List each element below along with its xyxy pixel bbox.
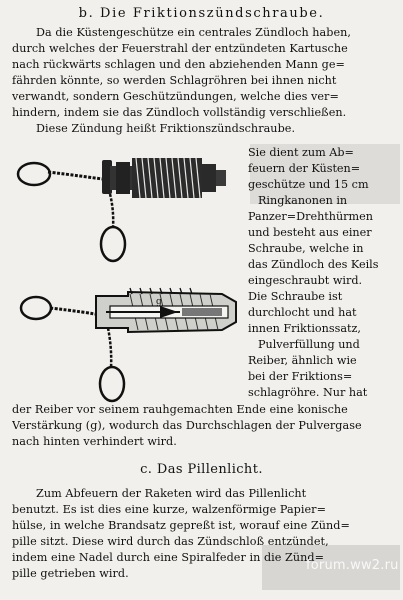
side-text-line: eingeschraubt wird. xyxy=(248,274,363,287)
paragraph-line: Zum Abfeuern der Raketen wird das Pillenlicht xyxy=(36,487,307,500)
side-text-line: Pulverfüllung und xyxy=(258,338,360,351)
side-text-line: geschütze und 15 cm xyxy=(248,178,369,191)
screw-section-illustration xyxy=(10,282,245,412)
paragraph-line: pille getrieben wird. xyxy=(12,567,129,580)
side-text-line: durchlocht und hat xyxy=(248,306,357,319)
paragraph-lead: Diese Zündung heißt Friktionszündschraube. xyxy=(36,122,296,135)
side-text-line: Schraube, welche in xyxy=(248,242,364,255)
side-text-line: feuern der Küsten= xyxy=(248,162,361,175)
figure-label-g: g xyxy=(156,297,162,307)
section-b-heading: b. Die Friktionszündschraube. xyxy=(78,6,325,21)
paragraph-line: Da die Küstengeschütze ein centrales Zündloch haben, xyxy=(36,26,352,39)
paragraph-line: der Reiber vor seinem rauhgemachten Ende eine konische xyxy=(12,403,348,416)
paragraph-line: fährden könnte, so werden Schlagröhren bei ihnen nicht xyxy=(12,74,337,87)
paragraph-line: nach rückwärts schlagen und den abziehenden Mann ge= xyxy=(12,58,345,71)
side-text-line: schlagröhre. Nur hat xyxy=(248,386,368,399)
side-text-line: Reiber, ähnlich wie xyxy=(248,354,357,367)
watermark: forum.ww2.ru xyxy=(306,558,399,573)
paragraph-line: Verstärkung (g), wodurch das Durchschlagen der Pulvergase xyxy=(12,419,362,432)
section-c-heading: c. Das Pillenlicht. xyxy=(140,462,263,477)
side-text-line: Ringkanonen in xyxy=(258,194,348,207)
side-text-line: Panzer=Drehthürmen xyxy=(248,210,373,223)
paragraph-line: hülse, in welche Brandsatz gepreßt ist, worauf eine Zünd= xyxy=(12,519,350,532)
paragraph-line: benutzt. Es ist dies eine kurze, walzenförmige Papier= xyxy=(12,503,326,516)
side-text-line: das Zündloch des Keils xyxy=(248,258,379,271)
screw-exterior-illustration xyxy=(10,140,245,270)
paragraph-line: verwandt, sondern Geschützündungen, welche dies ver= xyxy=(12,90,339,103)
side-text-line: und besteht aus einer xyxy=(248,226,372,239)
paragraph-line: indem eine Nadel durch eine Spiralfeder in die Zünd= xyxy=(12,551,325,564)
side-text-line: innen Friktionssatz, xyxy=(248,322,361,335)
paragraph-line: pille sitzt. Diese wird durch das Zündschloß entzündet, xyxy=(12,535,329,548)
paragraph-line: durch welches der Feuerstrahl der entzündeten Kartusche xyxy=(12,42,348,55)
paragraph-line: nach hinten verhindert wird. xyxy=(12,435,177,448)
side-text-line: Sie dient zum Ab= xyxy=(248,146,354,159)
side-text-line: bei der Friktions= xyxy=(248,370,353,383)
paragraph-line: hindern, indem sie das Zündloch vollständig verschließen. xyxy=(12,106,347,119)
side-text-line: Die Schraube ist xyxy=(248,290,343,303)
